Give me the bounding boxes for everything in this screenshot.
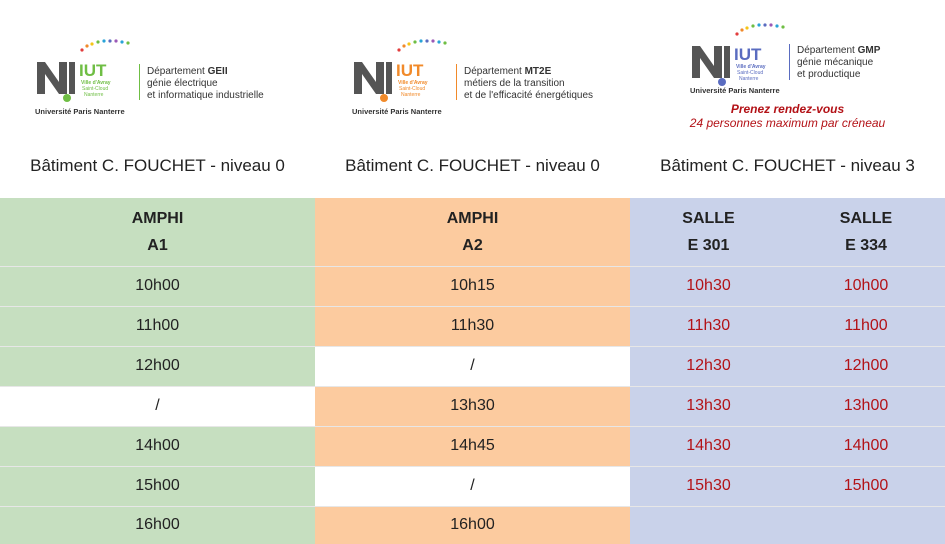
table-row xyxy=(0,466,945,506)
dept-title-mt2e: Département MT2E métiers de la transition et de l'efficacité énergétiques xyxy=(464,66,594,101)
svg-text:IUT: IUT xyxy=(79,61,107,80)
svg-text:IUT: IUT xyxy=(734,45,762,64)
dept-title-geii: Département GEII génie électrique et informatique industrielle xyxy=(147,66,264,101)
slot-cell-e301: 14h30 xyxy=(630,426,787,466)
dept-logo-mt2e xyxy=(352,38,612,118)
svg-text:Saint-Cloud: Saint-Cloud xyxy=(737,70,764,76)
table-row xyxy=(0,266,945,306)
slot-cell-a2: 11h30 xyxy=(315,306,630,346)
row-divider xyxy=(0,386,945,387)
iut-logo-icon xyxy=(35,38,145,108)
slot-cell-e301: 10h30 xyxy=(630,266,787,306)
university-name: Université Paris Nanterre xyxy=(690,86,780,95)
building-label-mt2e: Bâtiment C. FOUCHET - niveau 0 xyxy=(345,156,600,175)
dept-logo-geii xyxy=(35,38,295,118)
table-row xyxy=(0,346,945,386)
column-header-e334: SALLE E 334 xyxy=(787,198,945,266)
slot-cell-e334: 12h00 xyxy=(787,346,945,386)
row-divider xyxy=(0,346,945,347)
slot-cell-a2: / xyxy=(315,346,630,386)
slot-cell-a1: 16h00 xyxy=(0,506,315,544)
table-header-row xyxy=(0,198,945,266)
slot-cell-e301: 15h30 xyxy=(630,466,787,506)
row-divider xyxy=(0,466,945,467)
column-header-e301: SALLE E 301 xyxy=(630,198,787,266)
slot-cell-a2: / xyxy=(315,466,630,506)
column-header-a2: AMPHI A2 xyxy=(315,198,630,266)
slot-cell-a2: 16h00 xyxy=(315,506,630,544)
slot-cell-e301: 12h30 xyxy=(630,346,787,386)
slot-cell-e334: 14h00 xyxy=(787,426,945,466)
appointment-title: Prenez rendez-vous xyxy=(730,102,845,116)
slot-cell-a1: 10h00 xyxy=(0,266,315,306)
slot-cell-e301 xyxy=(630,506,787,544)
table-row xyxy=(0,386,945,426)
building-label-gmp: Bâtiment C. FOUCHET - niveau 3 xyxy=(660,156,915,175)
column-header-a1: AMPHI A1 xyxy=(0,198,315,266)
table-row xyxy=(0,506,945,544)
slot-cell-a2: 13h30 xyxy=(315,386,630,426)
svg-text:Ville d'Avray: Ville d'Avray xyxy=(736,64,766,70)
slot-cell-a1: / xyxy=(0,386,315,426)
university-name: Université Paris Nanterre xyxy=(35,107,125,116)
svg-text:Ville d'Avray: Ville d'Avray xyxy=(398,80,428,86)
slot-cell-e334 xyxy=(787,506,945,544)
slot-cell-a2: 10h15 xyxy=(315,266,630,306)
department-logos xyxy=(0,0,945,150)
iut-logo-icon xyxy=(690,22,800,92)
svg-text:Nanterre: Nanterre xyxy=(401,92,421,98)
slot-cell-e334: 11h00 xyxy=(787,306,945,346)
svg-text:Nanterre: Nanterre xyxy=(84,92,104,98)
slot-cell-e334: 15h00 xyxy=(787,466,945,506)
slot-cell-a1: 11h00 xyxy=(0,306,315,346)
dept-logo-gmp xyxy=(690,22,930,102)
svg-text:Saint-Cloud: Saint-Cloud xyxy=(399,86,426,92)
svg-text:IUT: IUT xyxy=(396,61,424,80)
building-label-geii: Bâtiment C. FOUCHET - niveau 0 xyxy=(30,156,285,175)
svg-text:Nanterre: Nanterre xyxy=(739,76,759,82)
svg-text:Saint-Cloud: Saint-Cloud xyxy=(82,86,109,92)
dept-title-gmp: Département GMP génie mécanique et productique xyxy=(797,45,881,80)
row-divider xyxy=(0,306,945,307)
row-divider xyxy=(0,426,945,427)
university-name: Université Paris Nanterre xyxy=(352,107,442,116)
row-divider xyxy=(0,506,945,507)
slot-cell-e301: 13h30 xyxy=(630,386,787,426)
appointment-note xyxy=(630,102,945,130)
row-divider xyxy=(0,266,945,267)
iut-logo-icon xyxy=(352,38,462,108)
slot-cell-e334: 13h00 xyxy=(787,386,945,426)
slot-cell-a1: 14h00 xyxy=(0,426,315,466)
table-row xyxy=(0,426,945,466)
slot-cell-a1: 12h00 xyxy=(0,346,315,386)
slot-cell-e301: 11h30 xyxy=(630,306,787,346)
slot-cell-e334: 10h00 xyxy=(787,266,945,306)
slot-cell-a2: 14h45 xyxy=(315,426,630,466)
slot-cell-a1: 15h00 xyxy=(0,466,315,506)
table-row xyxy=(0,306,945,346)
appointment-capacity: 24 personnes maximum par créneau xyxy=(689,116,886,130)
svg-text:Ville d'Avray: Ville d'Avray xyxy=(81,80,111,86)
